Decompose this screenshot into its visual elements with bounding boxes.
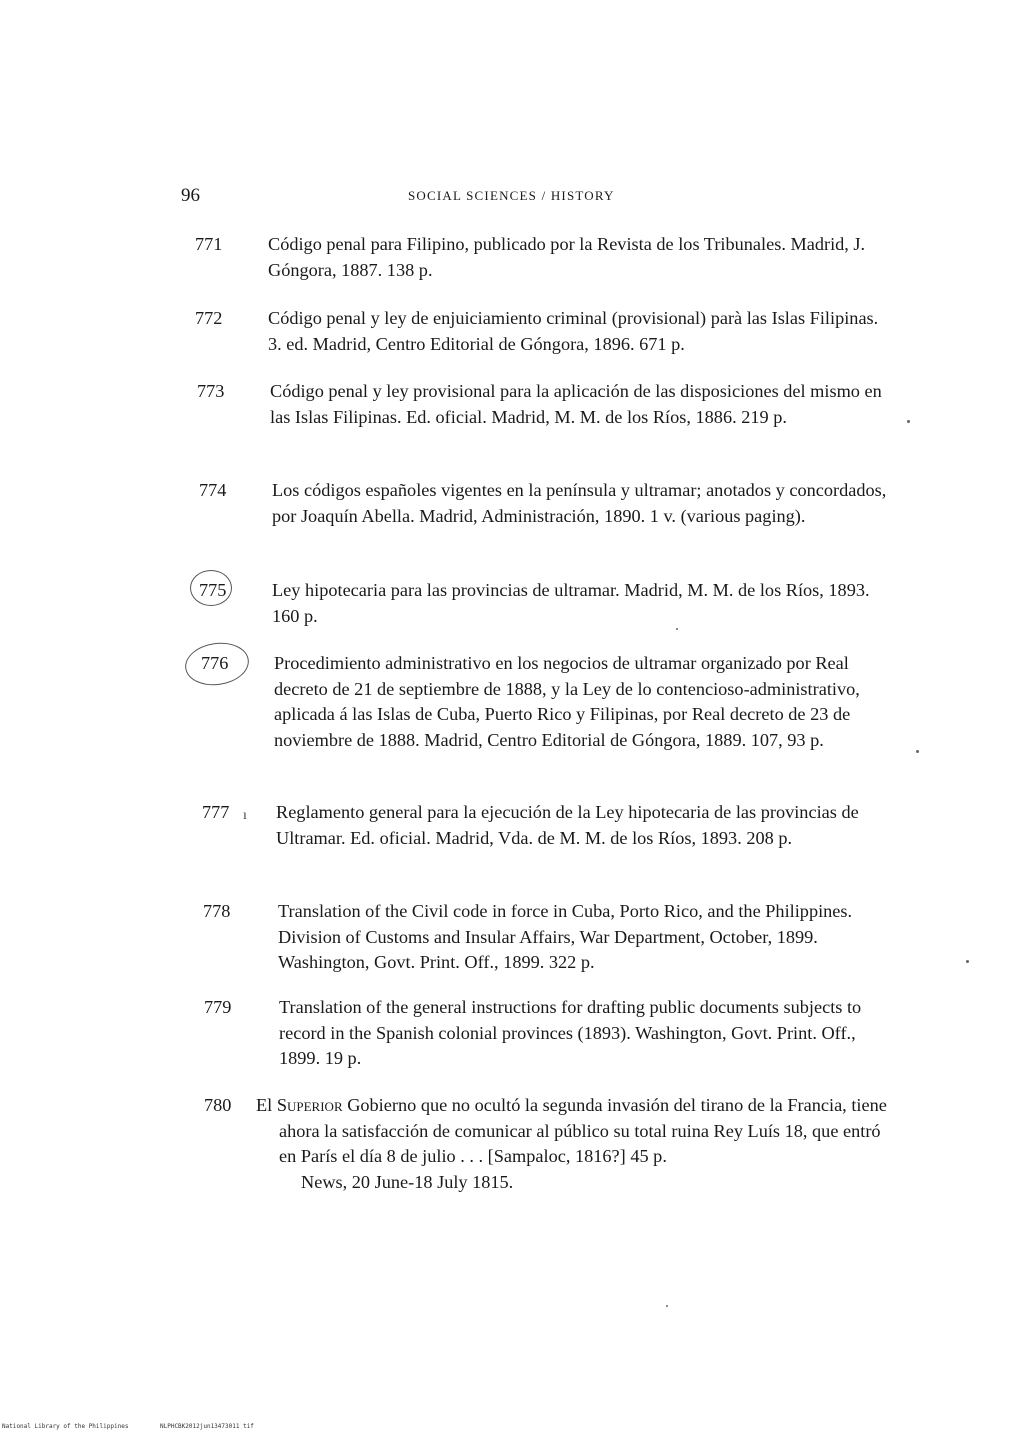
page-number: 96: [181, 185, 200, 206]
entry-number: 777: [202, 802, 230, 822]
entry-number: 773: [197, 381, 225, 401]
entry-text: Procedimiento administrativo en los negocios de ultramar organizado por Real decreto de 21 de septiembre de 1888, y la Ley de lo contencioso-administrativo, aplicada á las Islas de Cuba, Puerto Rico y Filipinas, por Real decreto de 23 de noviembre de 1888. Madrid, Centro Editorial de Góngora, 1889. 107, 93 p.: [274, 653, 860, 750]
entry-771: [195, 232, 905, 283]
entry-note: News, 20 June-18 July 1815.: [301, 1171, 514, 1192]
scan-speck: [966, 960, 969, 963]
entry-number: 775: [199, 580, 227, 600]
entry-number: 778: [203, 901, 231, 921]
entry-number: 771: [195, 234, 223, 254]
entry-773: [197, 379, 907, 430]
entry-number: 776: [201, 653, 229, 673]
entry-772: [195, 306, 905, 357]
entry-text: Código penal y ley provisional para la aplicación de las disposiciones del mismo en las Islas Filipinas. Ed. oficial. Madrid, M. M. de los Ríos, 1886. 219 p.: [270, 381, 882, 427]
entry-text: Los códigos españoles vigentes en la península y ultramar; anotados y concordados, por Joaquín Abella. Madrid, Administración, 1890. 1 v. (various paging).: [272, 480, 887, 526]
entry-text: Código penal y ley de enjuiciamiento criminal (provisional) parà las Islas Filipinas. 3. ed. Madrid, Centro Editorial de Góngora, 1896. 671 p.: [268, 308, 879, 354]
scan-speck: [907, 420, 910, 423]
entry-number: 780: [204, 1095, 232, 1115]
entry-smallcaps: Superior: [276, 1095, 343, 1115]
entry-776: [201, 651, 911, 753]
entry-body: Gobierno que no ocultó la segunda invasión del tirano de la Francia, tiene ahora la satisfacción de comunicar al público su total ruina Rey Luís 18, que entró en París el día 8 de julio . . . [Sampaloc, 1816?] 45 p.: [279, 1095, 887, 1166]
entry-number: 772: [195, 308, 223, 328]
entry-780: [204, 1093, 914, 1195]
footer-file-id: NLPHCBK2012jun13473011 tif: [160, 1423, 254, 1430]
scan-speck: [916, 750, 919, 753]
scan-speck: [676, 628, 678, 630]
running-head: SOCIAL SCIENCES / HISTORY: [408, 188, 615, 203]
footer-library: National Library of the Philippines: [2, 1423, 129, 1430]
entry-lead: El: [256, 1095, 273, 1115]
entry-text: Ley hipotecaria para las provincias de ultramar. Madrid, M. M. de los Ríos, 1893. 160 p.: [272, 580, 870, 626]
entry-779: [204, 995, 914, 1072]
entry-778: [203, 899, 913, 976]
entry-text: Translation of the Civil code in force in Cuba, Porto Rico, and the Philippines. Division of Customs and Insular Affairs, War Department, October, 1899. Washington, Govt. Print. Off., 1899. 322 p.: [278, 901, 853, 972]
entry-text: Reglamento general para la ejecución de la Ley hipotecaria de las provincias de Ultramar. Ed. oficial. Madrid, Vda. de M. M. de los Ríos, 1893. 208 p.: [276, 802, 859, 848]
entry-775: [199, 578, 909, 629]
entry-number: 779: [204, 997, 232, 1017]
entry-text: Código penal para Filipino, publicado por la Revista de los Tribunales. Madrid, J. Góngora, 1887. 138 p.: [268, 234, 866, 280]
scan-speck: [666, 1305, 668, 1307]
entry-774: [199, 478, 909, 529]
entry-777: [202, 800, 912, 851]
entry-number: 774: [199, 480, 227, 500]
margin-tick-mark: ı: [243, 808, 247, 823]
entry-text: Translation of the general instructions for drafting public documents subjects to record in the Spanish colonial provinces (1893). Washington, Govt. Print. Off., 1899. 19 p.: [279, 997, 862, 1068]
entry-text: [256, 1093, 899, 1170]
